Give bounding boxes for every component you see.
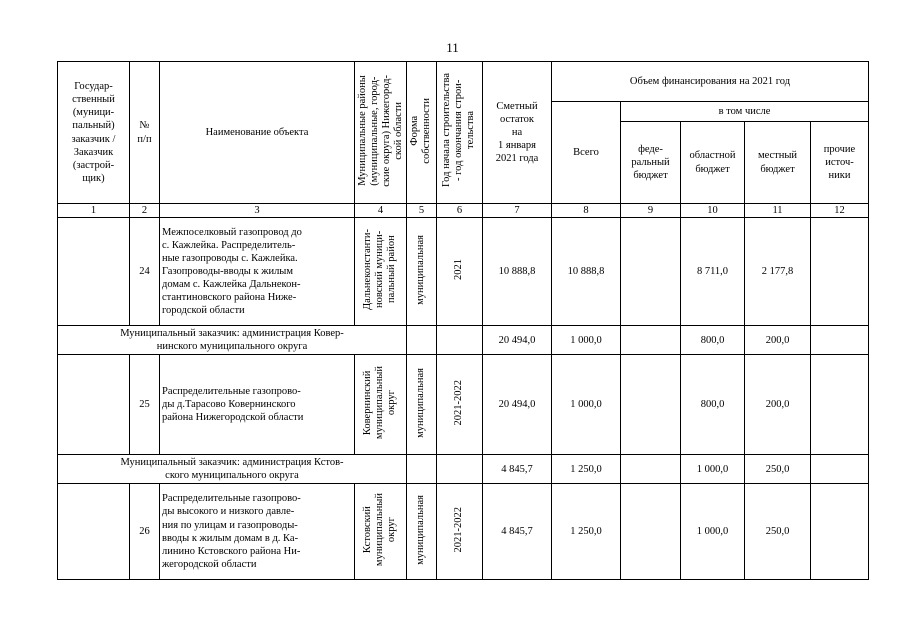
cell-federal	[621, 484, 681, 580]
cell-other	[811, 484, 869, 580]
cell-customer	[58, 355, 130, 455]
cell-local: 250,0	[745, 455, 811, 484]
header-funding: Объем финансирования на 2021 год	[552, 62, 869, 102]
col-number: 8	[552, 204, 621, 218]
cell-remainder: 20 494,0	[483, 326, 552, 355]
cell-regional: 1 000,0	[681, 455, 745, 484]
cell-total: 1 250,0	[552, 455, 621, 484]
header-federal: феде- ральный бюджет	[621, 122, 681, 204]
cell-local: 250,0	[745, 484, 811, 580]
col-number: 12	[811, 204, 869, 218]
cell-object-name: Распределительные газопрово- ды высокого и низкого давле- ния по улицам и газопроводы- вводы к жилым домам в д. Ка- линино Кстовского района Ни- жегородской области	[160, 484, 355, 580]
header-estimate-remainder: Сметный остаток на 1 января 2021 года	[483, 62, 552, 204]
cell-customer	[58, 484, 130, 580]
col-number: 3	[160, 204, 355, 218]
cell-other	[811, 218, 869, 326]
cell-remainder: 4 845,7	[483, 455, 552, 484]
cell-index: 26	[130, 484, 160, 580]
column-numbers-row	[58, 204, 869, 218]
cell-ownership: муниципальная	[407, 355, 437, 455]
cell-regional: 800,0	[681, 326, 745, 355]
cell-years: 2021-2022	[437, 484, 483, 580]
col-number: 4	[355, 204, 407, 218]
cell-index: 25	[130, 355, 160, 455]
header-customer: Государ- ственный (муници- пальный) заказчик / Заказчик (застрой- щик)	[58, 62, 130, 204]
cell-other	[811, 355, 869, 455]
header-local: местный бюджет	[745, 122, 811, 204]
header-district: Муниципальные районы (муниципальные, город- ские округа) Нижегород- ской области	[355, 62, 407, 204]
col-number: 5	[407, 204, 437, 218]
cell-district: Ковернинский муниципальный округ	[355, 355, 407, 455]
customer-row	[58, 455, 869, 484]
header-index: № п/п	[130, 62, 160, 204]
header-including: в том числе	[621, 102, 869, 122]
cell-district: Дальнеконстанти- новский муници- пальный район	[355, 218, 407, 326]
cell-total: 1 000,0	[552, 326, 621, 355]
col-number: 10	[681, 204, 745, 218]
header-object-name: Наименование объекта	[160, 62, 355, 204]
cell-total: 1 250,0	[552, 484, 621, 580]
cell-total: 10 888,8	[552, 218, 621, 326]
cell-federal	[621, 355, 681, 455]
col-number: 1	[58, 204, 130, 218]
cell-total: 1 000,0	[552, 355, 621, 455]
table-row	[58, 218, 869, 326]
header-total: Всего	[552, 102, 621, 204]
cell-remainder: 4 845,7	[483, 484, 552, 580]
table-row	[58, 355, 869, 455]
cell-customer	[58, 218, 130, 326]
col-number: 2	[130, 204, 160, 218]
cell-object-name: Распределительные газопрово- ды д.Тарасово Ковернинского района Нижегородской области	[160, 355, 355, 455]
cell-local: 2 177,8	[745, 218, 811, 326]
cell-ownership: муниципальная	[407, 218, 437, 326]
cell-local: 200,0	[745, 326, 811, 355]
cell-district: Кстовский муниципальный округ	[355, 484, 407, 580]
cell-index: 24	[130, 218, 160, 326]
financing-table	[57, 61, 869, 580]
cell-remainder: 10 888,8	[483, 218, 552, 326]
header-other: прочие источ- ники	[811, 122, 869, 204]
col-number: 9	[621, 204, 681, 218]
cell-customer-name: Муниципальный заказчик: администрация Кстов- ского муниципального округа	[58, 455, 407, 484]
customer-row	[58, 326, 869, 355]
header-row	[58, 62, 869, 102]
page-number: 11	[446, 40, 459, 55]
col-number: 11	[745, 204, 811, 218]
cell-remainder: 20 494,0	[483, 355, 552, 455]
col-number: 7	[483, 204, 552, 218]
cell-regional: 1 000,0	[681, 484, 745, 580]
cell-customer-name: Муниципальный заказчик: администрация Ковер- нинского муниципального округа	[58, 326, 407, 355]
header-regional: областной бюджет	[681, 122, 745, 204]
cell-regional: 800,0	[681, 355, 745, 455]
cell-years: 2021-2022	[437, 355, 483, 455]
header-years: Год начала строительства - год окончания строи- тельства	[437, 62, 483, 204]
cell-regional: 8 711,0	[681, 218, 745, 326]
header-ownership: Форма собственности	[407, 62, 437, 204]
cell-federal	[621, 218, 681, 326]
cell-local: 200,0	[745, 355, 811, 455]
cell-ownership: муниципальная	[407, 484, 437, 580]
cell-years: 2021	[437, 218, 483, 326]
cell-object-name: Межпоселковый газопровод до с. Кажлейка. Распределитель- ные газопроводы с. Кажлейка. Газопроводы-вводы к жилым домам с. Кажлейка Дальнекон- стантиновского района Ниже- городской области	[160, 218, 355, 326]
table-row	[58, 484, 869, 580]
col-number: 6	[437, 204, 483, 218]
